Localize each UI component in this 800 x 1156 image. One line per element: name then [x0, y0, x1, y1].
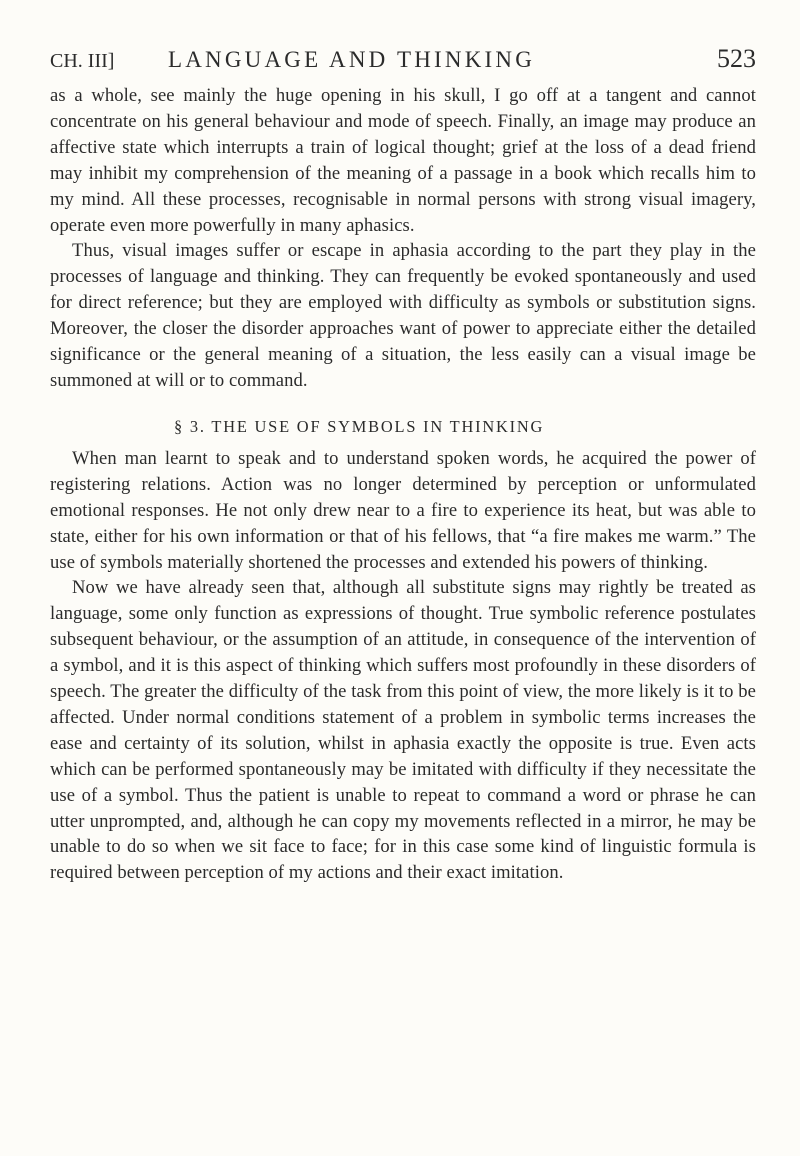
paragraph: When man learnt to speak and to understand spoken words, he acquired the power of registering relations. Action was no longer determined by perception or unformulated emotional responses. He not only drew near to a fire to experience its heat, but was able to state, either for his own information or that of his fellows, that “a fire makes me warm.” The use of symbols materially shortened the processes and extended his powers of thinking.: [50, 447, 756, 573]
paragraph-continued: as a whole, see mainly the huge opening in his skull, I go off at a tangent and cannot concentrate on his general behaviour and mode of speech. Finally, an image may produce an affective state which interrupts a train of logical thought; grief at the loss of a dead friend may inhibit my comprehension of the meaning of a passage in a book which recalls him to my mind. All these processes, recognisable in normal persons with strong visual imagery, operate even more powerfully in many aphasics.: [50, 85, 756, 236]
paragraph: Now we have already seen that, although all substitute signs may rightly be treated as language, some only function as expressions of thought. True symbolic reference postulates subsequent behaviour, or the assumption of an attitude, in consequence of the intervention of a symbol, and it is this aspect of thinking which suffers most profoundly in these disorders of speech. The greater the difficulty of the task from this point of view, the more likely is it to be affected. Under normal conditions statement of a problem in symbolic terms increases the ease and certainty of its solution, whilst in aphasia exactly the opposite is true. Even acts which can be performed spontaneously may be imitated with difficulty if they necessitate the use of a symbol. Thus the patient is unable to repeat to command a word or phrase he can utter unprompted, and, although he can copy my movements reflected in a mirror, he may be unable to do so when we sit face to face; for in this case some kind of linguistic formula is required between perception of my actions and their exact imitation.: [50, 577, 756, 884]
running-title: LANGUAGE AND THINKING: [168, 47, 536, 72]
section-heading: § 3. THE USE OF SYMBOLS IN THINKING: [174, 416, 545, 436]
body-text: [50, 83, 756, 886]
running-head: [50, 44, 756, 78]
chapter-label: CH. III]: [50, 50, 115, 72]
page-number: 523: [717, 44, 756, 73]
book-page: [50, 44, 756, 886]
paragraph: Thus, visual images suffer or escape in aphasia according to the part they play in the processes of language and thinking. They can frequently be evoked spontaneously and used for direct reference; but they are employed with difficulty as symbols or substitution signs. Moreover, the closer the disorder approaches want of power to appreciate either the detailed significance or the general meaning of a situation, the less easily can a visual image be summoned at will or to command.: [50, 240, 756, 391]
